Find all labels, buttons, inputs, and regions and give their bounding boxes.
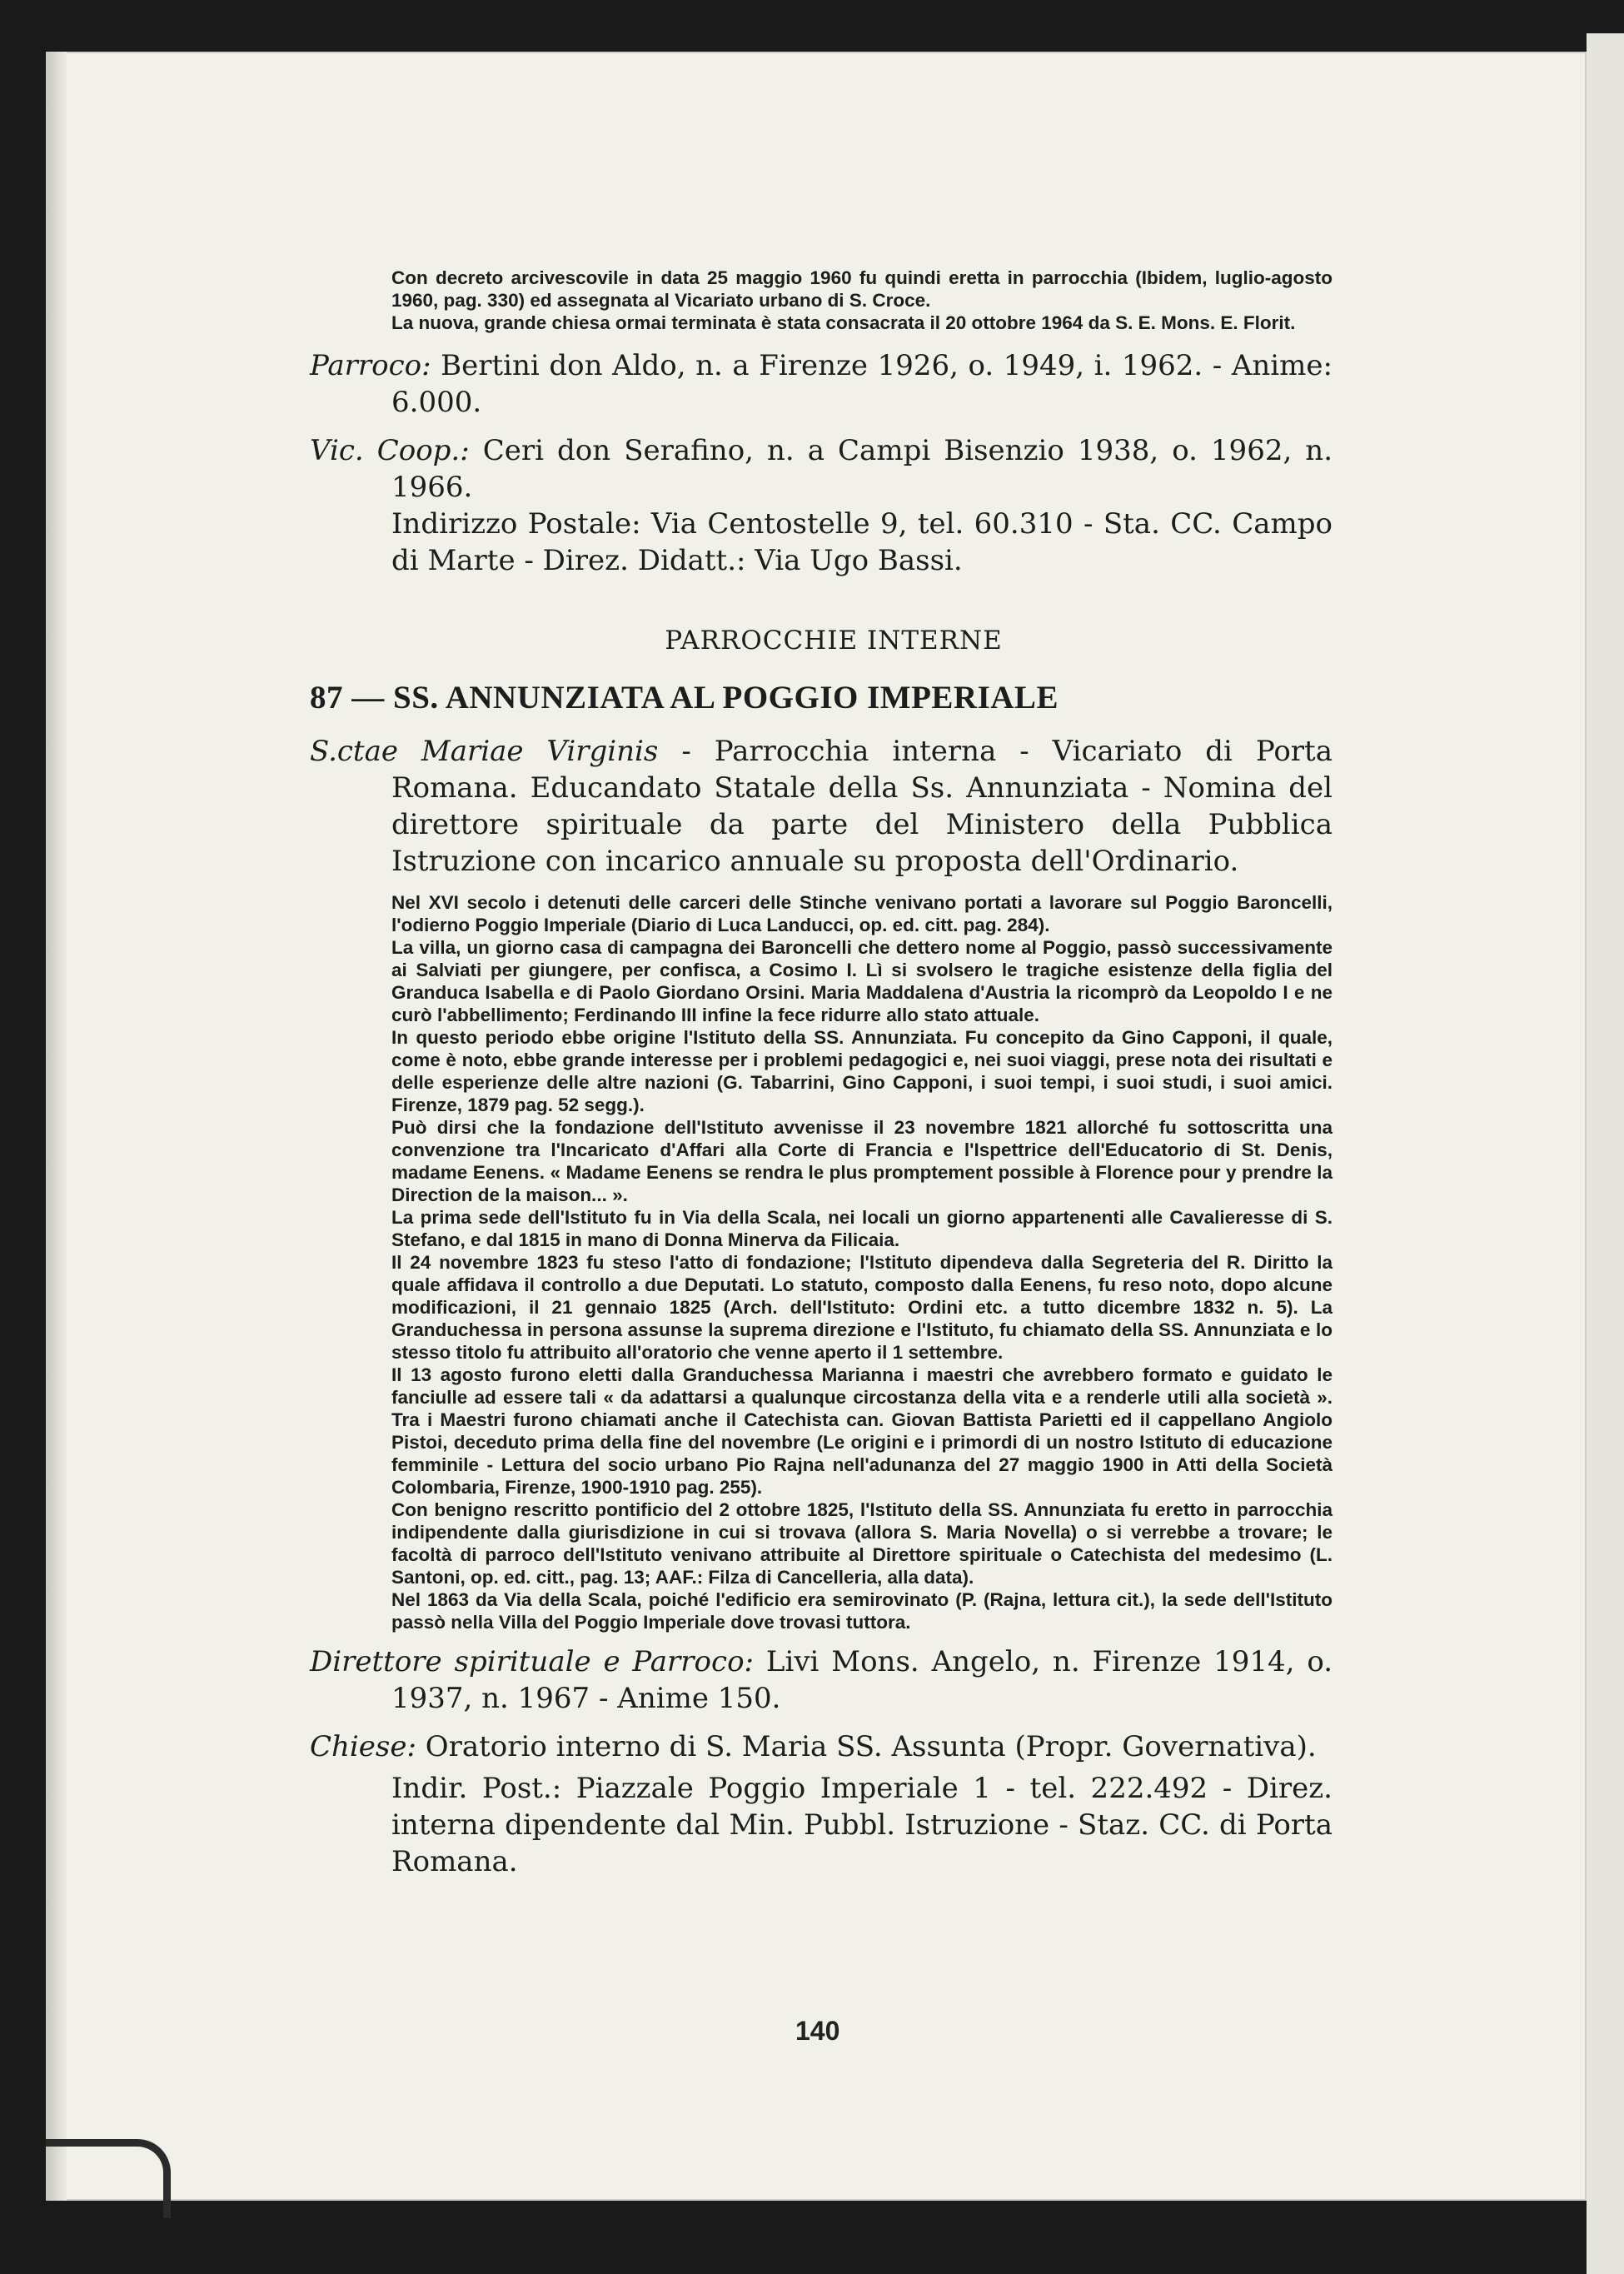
vic-coop-label: Vic. Coop.: (310, 434, 470, 467)
parroco-entry (310, 347, 1333, 421)
page-content (310, 267, 1333, 1880)
history-paragraph: Il 24 novembre 1823 fu steso l'atto di fondazione; l'Istituto dipendeva dalla Segreteria del R. Diritto la quale affidava il controllo a due Deputati. Lo statuto, composto dalla Eenens, fu reso noto, dopo alcune modificazioni, il 21 gennaio 1825 (Arch. dell'Istituto: Ordini etc. a tutto dicembre 1832 n. 5). La Granduchessa in persona assunse la suprema direzione e l'Istituto, fu chiamato della SS. Annunziata e lo stesso titolo fu attribuito all'oratorio che venne aperto il 1 settembre. (391, 1252, 1333, 1363)
history-paragraph: La prima sede dell'Istituto fu in Via della Scala, nei locali un giorno appartenenti alle Cavalieresse di S. Stefano, e dal 1815 in mano di Donna Minerva da Filicaia. (391, 1207, 1333, 1250)
chiese-entry (310, 1728, 1333, 1880)
bookmark-ribbon (46, 2139, 171, 2218)
history-paragraph: La villa, un giorno casa di campagna dei Baroncelli che dettero nome al Poggio, passò successivamente ai Salviati per giungere, per confisca, a Cosimo I. Lì si svolsero le tragiche esistenze della figlia del Granduca Isabella e di Paolo Giordano Orsini. Maria Maddalena d'Austria la ricomprò da Leopoldo I e ne curò l'abbellimento; Ferdinando III infine la fece ridurre allo stato attuale. (391, 937, 1333, 1025)
direttore-label: Direttore spirituale e Parroco: (310, 1645, 754, 1678)
vic-coop-address: Indirizzo Postale: Via Centostelle 9, tel. 60.310 - Sta. CC. Campo di Marte - Direz. Didatt.: Via Ugo Bassi. (391, 507, 1333, 577)
chiese-text: Oratorio interno di S. Maria SS. Assunta (Propr. Governativa). (425, 1730, 1317, 1763)
intro-note (310, 267, 1333, 334)
history-notes (310, 891, 1333, 1633)
history-paragraph: Nel 1863 da Via della Scala, poiché l'edificio era semirovinato (P. (Rajna, lettura cit.), la sede dell'Istituto passò nella Villa del Poggio Imperiale dove trovasi tuttora. (391, 1589, 1333, 1633)
dedication-entry (310, 733, 1333, 880)
section-heading: PARROCCHIE INTERNE (665, 626, 1003, 656)
intro-note-paragraph: La nuova, grande chiesa ormai terminata è stata consacrata il 20 ottobre 1964 da S. E. Mons. E. Florit. (391, 312, 1296, 333)
dedication-label: S.ctae Mariae Virginis (310, 735, 659, 768)
page-gutter-shadow (46, 52, 67, 2201)
vic-coop-entry (310, 432, 1333, 579)
history-paragraph: In questo periodo ebbe origine l'Istituto della SS. Annunziata. Fu concepito da Gino Capponi, il quale, come è noto, ebbe grande interesse per i problemi pedagogici e, nei suoi viaggi, prese nota dei risultati e delle esperienze delle altre nazioni (G. Tabarrini, Gino Capponi, i suoi tempi, i suoi studi, i suoi amici. Firenze, 1879 pag. 52 segg.). (391, 1027, 1333, 1115)
history-paragraph: Nel XVI secolo i detenuti delle carceri delle Stinche venivano portati a lavorare sul Poggio Baroncelli, l'odierno Poggio Imperiale (Diario di Luca Landucci, op. ed. citt. pag. 284). (391, 892, 1333, 935)
direttore-entry (310, 1643, 1333, 1717)
history-paragraph: Con benigno rescritto pontificio del 2 ottobre 1825, l'Istituto della SS. Annunziata fu eretto in parrocchia indipendente dalla giurisdizione in cui si trovava (allora S. Maria Novella) o si verrebbe a trovare; le facoltà di parroco dell'Istituto venivano attribuite al Direttore spirituale o Catechista del medesimo (L. Santoni, op. ed. citt., pag. 13; AAF.: Filza di Cancelleria, alla data). (391, 1499, 1333, 1588)
dedication-text: - Parrocchia interna - Vicariato di Porta Romana. Educandato Statale della Ss. Annunziata - Nomina del direttore spirituale da parte del Ministero della Pubblica Istruzione con incarico annuale su proposta dell'Ordinario. (391, 735, 1333, 878)
vic-coop-text: Ceri don Serafino, n. a Campi Bisenzio 1938, o. 1962, n. 1966. (391, 434, 1333, 504)
facing-page-edge (1587, 33, 1624, 2274)
history-paragraph: Il 13 agosto furono eletti dalla Granduchessa Marianna i maestri che avrebbero formato e guidato le fanciulle ad essere tali « da adattarsi a qualunque circostanza della vita e a renderle utili alla società ». Tra i Maestri furono chiamati anche il Catechista can. Giovan Battista Parietti ed il cappellano Angiolo Pistoi, deceduto prima della fine del novembre (Le origini e i primordi di un nostro Istituto di educazione femminile - Lettura del socio urbano Pio Rajna nell'adunanza del 27 maggio 1900 in Atti della Società Colombaria, Firenze, 1900-1910 pag. 255). (391, 1364, 1333, 1498)
intro-note-paragraph: Con decreto arcivescovile in data 25 maggio 1960 fu quindi eretta in parrocchia (Ibidem, luglio-agosto 1960, pag. 330) ed assegnata al Vicariato urbano di S. Croce. (391, 267, 1333, 311)
chiese-address: Indir. Post.: Piazzale Poggio Imperiale 1 - tel. 222.492 - Direz. interna dipendente dal Min. Pubbl. Istruzione - Staz. CC. di Porta Romana. (391, 1772, 1333, 1878)
parroco-label: Parroco: (310, 349, 431, 382)
entry-title: 87 — SS. ANNUNZIATA AL POGGIO IMPERIALE (310, 680, 1059, 716)
history-paragraph: Può dirsi che la fondazione dell'Istituto avvenisse il 23 novembre 1821 allorché fu sottoscritta una convenzione tra l'Incaricato d'Affari alla Corte di Francia e l'Ispettrice dell'Educatorio di St. Denis, madame Eenens. « Madame Eenens se rendra le plus promptement possible à Florence pour y prendre la Direction de la maison... ». (391, 1117, 1333, 1205)
parroco-text: Bertini don Aldo, n. a Firenze 1926, o. 1949, i. 1962. - Anime: 6.000. (391, 349, 1333, 419)
page-number: 140 (795, 2016, 840, 2046)
direttore-text: Livi Mons. Angelo, n. Firenze 1914, o. 1937, n. 1967 - Anime 150. (391, 1645, 1333, 1715)
chiese-label: Chiese: (310, 1730, 416, 1763)
